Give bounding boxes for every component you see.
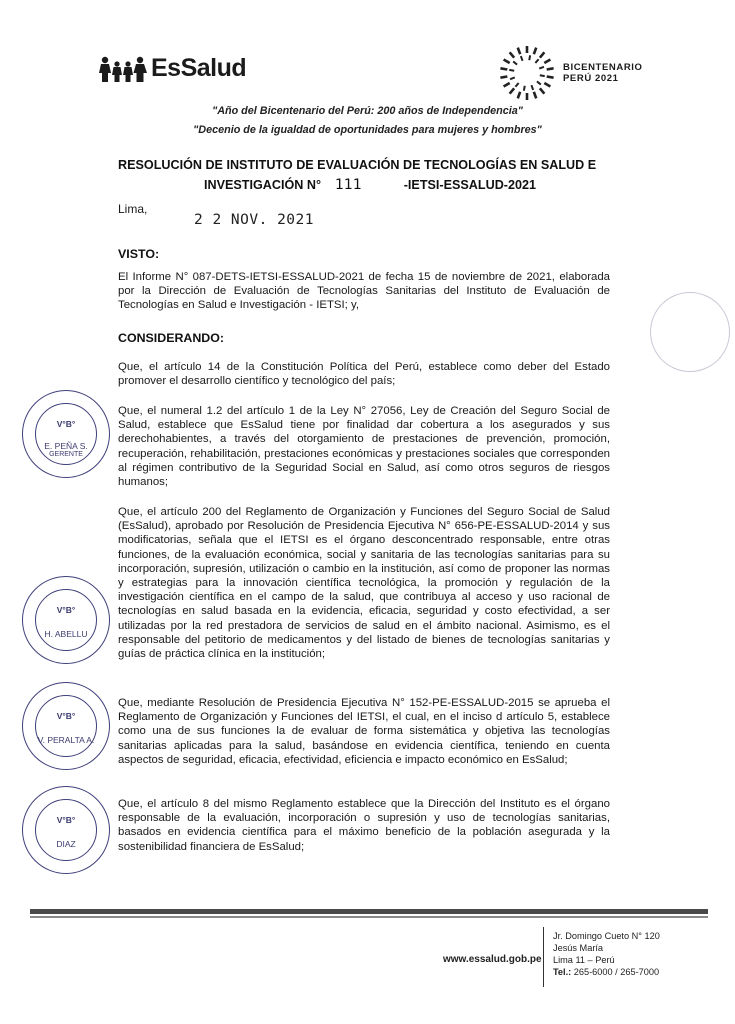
- resolution-number: 111: [335, 177, 362, 193]
- family-icon: [98, 55, 148, 83]
- visto-paragraph: El Informe N° 087-DETS-IETSI-ESSALUD-2021 de fecha 15 de noviembre de 2021, elaborada por la Dirección de Evaluación de Tecnologías Sanitarias del Instituto de Evaluación de Tecnologías en Salud e Investigación - IETSI; y,: [118, 271, 610, 312]
- stamp-name: DIAZ: [56, 839, 76, 849]
- stamp-vb: V°B°: [56, 605, 76, 615]
- footer-divider: [30, 909, 708, 914]
- address-line-2: Jesús María: [553, 943, 604, 953]
- logo-text: EsSalud: [151, 54, 247, 82]
- considerando-paragraph-3: Que, el artículo 200 del Reglamento de Organización y Funciones del Seguro Social de Salud (EsSalud), aprobado por Resolución de Presidencia Ejecutiva N° 656-PE-ESSALUD-2014 y sus modificatorias, señala que el IETSI es el órgano desconcentrado responsable, entre otras funciones, de la evaluación económica, social y sanitaria de las tecnologías sanitarias para su incorporación, supresión, utilización o cambio en la institución, así como de proponer las normas y estrategias para la innovación científica tecnológica, la promoción y regulación de la investigación científica en el campo de la salud, que contribuya al acceso y uso racional de tecnologías en salud basada en la evidencia, eficacia, seguridad y costo efectividad, a ser utilizadas por la red prestadora de servicios de salud en el ámbito nacional. Asimismo, es el responsable del petitorio de medicamentos y del listado de bienes de tecnologías sanitarias y guías de práctica clínica en la institución;: [118, 506, 610, 661]
- considerando-paragraph-5: Que, el artículo 8 del mismo Reglamento establece que la Dirección del Instituto es el órgano responsable de la evaluación, incorporación o supresión y uso de tecnologías sanitarias, basados en evidencia científica para el máximo beneficio de la población asegurada y la sostenibilidad financiera de EsSalud;: [118, 798, 610, 853]
- stamped-date: 2 2 NOV. 2021: [194, 212, 314, 228]
- motto-2: "Decenio de la igualdad de oportunidades para mujeres y hombres": [193, 124, 542, 136]
- stamp-vb: V°B°: [56, 711, 76, 721]
- resolution-number-prefix: INVESTIGACIÓN N°: [204, 178, 321, 192]
- phone-label: Tel.:: [553, 967, 572, 977]
- approval-stamp: [22, 786, 110, 874]
- place: Lima,: [118, 202, 148, 216]
- considerando-heading: CONSIDERANDO:: [118, 331, 225, 345]
- stamp-name: H. ABELLU: [44, 629, 88, 639]
- essalud-logo: [98, 54, 246, 83]
- faint-seal: [650, 292, 730, 372]
- address-line-1: Jr. Domingo Cueto N° 120: [553, 931, 660, 941]
- stamp-vb: V°B°: [56, 419, 76, 429]
- considerando-paragraph-2: Que, el numeral 1.2 del artículo 1 de la Ley N° 27056, Ley de Creación del Seguro Social de Salud, establece que EsSalud tiene por finalidad dar cobertura a los asegurados y sus derechohabientes, a través del otorgamiento de prestaciones de prevención, promoción, recuperación, rehabilitación, prestaciones económicas y prestaciones sociales que corresponden al régimen contributivo de la Seguridad Social en Salud, así como otros seguros de riesgos humanos;: [118, 405, 610, 489]
- footer-address: [553, 930, 660, 978]
- visto-heading: VISTO:: [118, 247, 160, 261]
- resolution-number-suffix: -IETSI-ESSALUD-2021: [403, 178, 536, 192]
- approval-stamp: [22, 390, 110, 478]
- stamp-role: GERENTE: [49, 451, 83, 458]
- phone-numbers: 265-6000 / 265-7000: [573, 967, 660, 977]
- bicentennial-line2: PERÚ 2021: [563, 73, 619, 84]
- address-line-3: Lima 11 – Perú: [553, 955, 615, 965]
- approval-stamp: [22, 682, 110, 770]
- bicentennial-logo: [498, 44, 643, 102]
- footer-divider-thin: [30, 916, 708, 918]
- resolution-title: RESOLUCIÓN DE INSTITUTO DE EVALUACIÓN DE TECNOLOGÍAS EN SALUD E: [118, 158, 597, 172]
- considerando-paragraph-1: Que, el artículo 14 de la Constitución Política del Perú, establece como deber del Estado promover el desarrollo científico y tecnológico del país;: [118, 361, 610, 388]
- footer-separator: [543, 927, 544, 987]
- motto-1: "Año del Bicentenario del Perú: 200 años de Independencia": [212, 105, 523, 117]
- considerando-paragraph-4: Que, mediante Resolución de Presidencia Ejecutiva N° 152-PE-ESSALUD-2015 se aprueba el Reglamento de Organización y Funciones del IETSI, el cual, en el inciso d artículo 5, establece como una de sus funciones la de evaluar de forma sistemática y objetiva las tecnologías sanitarias aplicadas para la salud, basándose en evidencia científica, teniendo en cuenta aspectos de seguridad, eficacia, efectividad, eficiencia e impacto económico en EsSalud;: [118, 697, 610, 766]
- bicentennial-line1: BICENTENARIO: [563, 62, 643, 73]
- resolution-number-line: [204, 177, 536, 193]
- website-link[interactable]: www.essalud.gob.pe: [443, 954, 542, 965]
- stamp-name: E. PEÑA S.: [44, 441, 88, 451]
- approval-stamp: [22, 576, 110, 664]
- bicentennial-emblem-icon: [498, 44, 556, 102]
- stamp-vb: V°B°: [56, 815, 76, 825]
- stamp-name: V. PERALTA A.: [37, 735, 95, 745]
- phone-line: [553, 966, 660, 978]
